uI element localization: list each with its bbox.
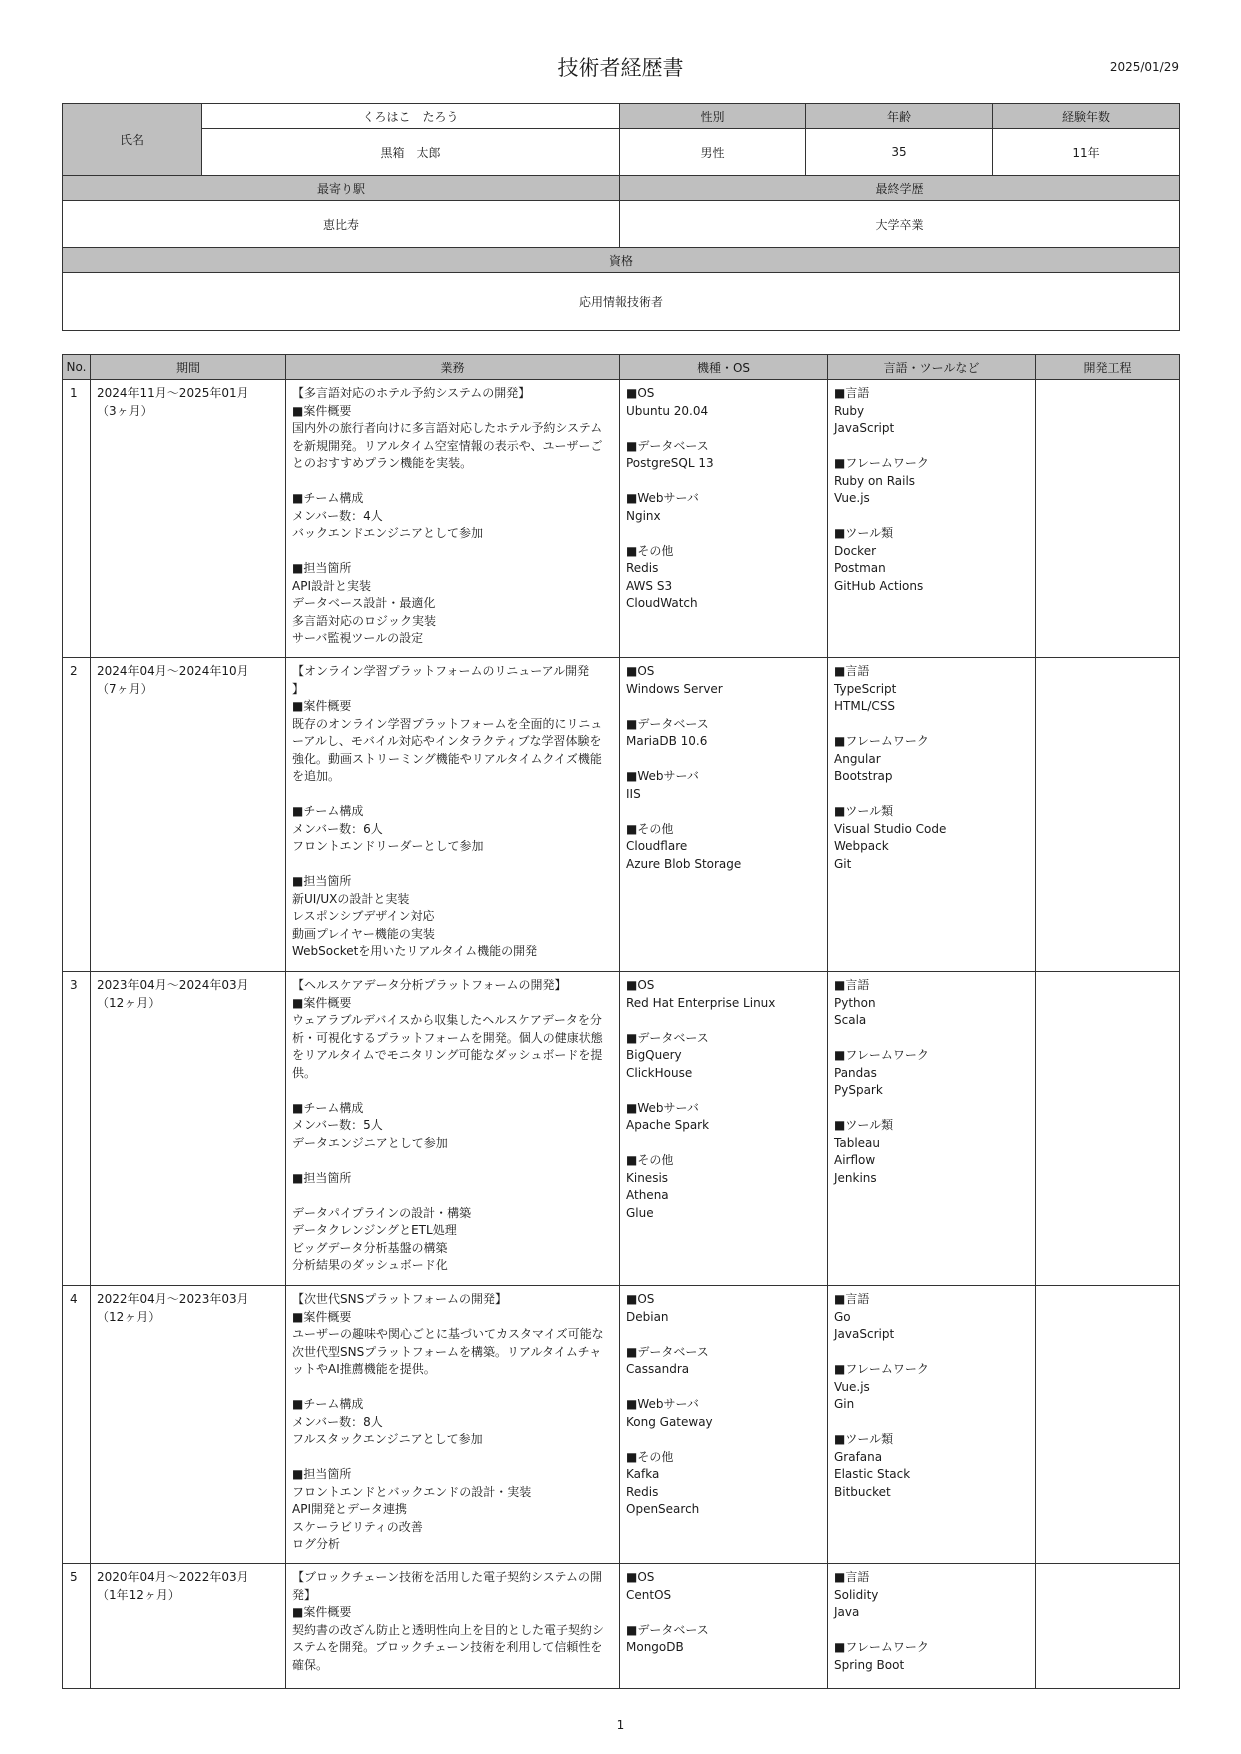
page-number: 1 xyxy=(616,1718,625,1732)
education-label: 最終学歴 xyxy=(620,176,1180,201)
career-row xyxy=(63,658,1180,972)
name-value: 黒箱 太郎 xyxy=(202,129,620,176)
row-work: 【ヘルスケアデータ分析プラットフォームの開発】 ■案件概要 ウェアラブルデバイスから収集したヘルスケアデータを分析・可視化するプラットフォームを開発。個人の健康状態をリアルタイムでモニタリング可能なダッシュボードを提供。 ■チーム構成 メンバー数：5人 データエンジニアとして参加 ■担当箇所 データパイプラインの設計・構築 データクレンジングとETL処理 ビッグデータ分析基盤の構築 分析結果のダッシュボード化 xyxy=(286,972,620,1286)
row-work: 【多言語対応のホテル予約システムの開発】 ■案件概要 国内外の旅行者向けに多言語対応したホテル予約システムを新規開発。リアルタイム空室情報の表示や、ユーザーごとのおすすめプラン機能を実装。 ■チーム構成 メンバー数：4人 バックエンドエンジニアとして参加 ■担当箇所 API設計と実装 データベース設計・最適化 多言語対応のロジック実装 サーバ監視ツールの設定 xyxy=(286,380,620,658)
row-os: ■OS Ubuntu 20.04 ■データベース PostgreSQL 13 ■Webサーバ Nginx ■その他 Redis AWS S3 CloudWatch xyxy=(620,380,828,658)
row-no: 1 xyxy=(63,380,91,658)
age-value: 35 xyxy=(806,129,993,176)
col-phase-header: 開発工程 xyxy=(1036,355,1180,380)
row-lang: ■言語 TypeScript HTML/CSS ■フレームワーク Angular Bootstrap ■ツール類 Visual Studio Code Webpack Git xyxy=(828,658,1036,972)
document-date: 2025/01/29 xyxy=(1109,60,1179,74)
col-os-header: 機種・OS xyxy=(620,355,828,380)
station-value: 恵比寿 xyxy=(63,201,620,248)
col-period-header: 期間 xyxy=(91,355,286,380)
career-table xyxy=(62,354,1180,1689)
row-os: ■OS Windows Server ■データベース MariaDB 10.6 ■Webサーバ IIS ■その他 Cloudflare Azure Blob Storage xyxy=(620,658,828,972)
row-period: 2024年11月～2025年01月 （3ヶ月） xyxy=(91,380,286,658)
row-phase xyxy=(1036,658,1180,972)
row-lang: ■言語 Solidity Java ■フレームワーク Spring Boot xyxy=(828,1564,1036,1689)
row-phase xyxy=(1036,380,1180,658)
career-row xyxy=(63,1286,1180,1564)
row-lang: ■言語 Python Scala ■フレームワーク Pandas PySpark ■ツール類 Tableau Airflow Jenkins xyxy=(828,972,1036,1286)
row-period: 2023年04月～2024年03月 （12ヶ月） xyxy=(91,972,286,1286)
qualification-label: 資格 xyxy=(63,248,1180,273)
career-row xyxy=(63,1564,1180,1689)
station-label: 最寄り駅 xyxy=(63,176,620,201)
col-no-header: No. xyxy=(63,355,91,380)
row-work: 【ブロックチェーン技術を活用した電子契約システムの開発】 ■案件概要 契約書の改ざん防止と透明性向上を目的とした電子契約システムを開発。ブロックチェーン技術を利用して信頼性を確保。 xyxy=(286,1564,620,1689)
qualification-value: 応用情報技術者 xyxy=(63,273,1180,331)
document-title: 技術者経歴書 xyxy=(557,56,684,80)
profile-table xyxy=(62,103,1180,331)
row-no: 5 xyxy=(63,1564,91,1689)
row-phase xyxy=(1036,972,1180,1286)
career-row xyxy=(63,380,1180,658)
row-period: 2020年04月～2022年03月 （1年12ヶ月） xyxy=(91,1564,286,1689)
gender-label: 性別 xyxy=(620,104,806,129)
row-os: ■OS Debian ■データベース Cassandra ■Webサーバ Kong Gateway ■その他 Kafka Redis OpenSearch xyxy=(620,1286,828,1564)
row-no: 4 xyxy=(63,1286,91,1564)
col-lang-header: 言語・ツールなど xyxy=(828,355,1036,380)
row-period: 2024年04月～2024年10月 （7ヶ月） xyxy=(91,658,286,972)
row-phase xyxy=(1036,1286,1180,1564)
row-no: 3 xyxy=(63,972,91,1286)
row-os: ■OS Red Hat Enterprise Linux ■データベース BigQuery ClickHouse ■Webサーバ Apache Spark ■その他 Kinesis Athena Glue xyxy=(620,972,828,1286)
name-label: 氏名 xyxy=(63,104,202,176)
row-lang: ■言語 Ruby JavaScript ■フレームワーク Ruby on Rails Vue.js ■ツール類 Docker Postman GitHub Actions xyxy=(828,380,1036,658)
row-period: 2022年04月～2023年03月 （12ヶ月） xyxy=(91,1286,286,1564)
row-work: 【オンライン学習プラットフォームのリニューアル開発 】 ■案件概要 既存のオンライン学習プラットフォームを全面的にリニューアルし、モバイル対応やインタラクティブな学習体験を強化。動画ストリーミング機能やリアルタイムクイズ機能を追加。 ■チーム構成 メンバー数：6人 フロントエンドリーダーとして参加 ■担当箇所 新UI/UXの設計と実装 レスポンシブデザイン対応 動画プレイヤー機能の実装 WebSocketを用いたリアルタイム機能の開発 xyxy=(286,658,620,972)
name-kana: くろはこ たろう xyxy=(202,104,620,129)
experience-label: 経験年数 xyxy=(993,104,1180,129)
row-os: ■OS CentOS ■データベース MongoDB xyxy=(620,1564,828,1689)
row-lang: ■言語 Go JavaScript ■フレームワーク Vue.js Gin ■ツール類 Grafana Elastic Stack Bitbucket xyxy=(828,1286,1036,1564)
age-label: 年齢 xyxy=(806,104,993,129)
row-no: 2 xyxy=(63,658,91,972)
gender-value: 男性 xyxy=(620,129,806,176)
experience-value: 11年 xyxy=(993,129,1180,176)
row-work: 【次世代SNSプラットフォームの開発】 ■案件概要 ユーザーの趣味や関心ごとに基づいてカスタマイズ可能な次世代型SNSプラットフォームを構築。リアルタイムチャットやAI推薦機能を提供。 ■チーム構成 メンバー数：8人 フルスタックエンジニアとして参加 ■担当箇所 フロントエンドとバックエンドの設計・実装 API開発とデータ連携 スケーラビリティの改善 ログ分析 xyxy=(286,1286,620,1564)
row-phase xyxy=(1036,1564,1180,1689)
education-value: 大学卒業 xyxy=(620,201,1180,248)
career-row xyxy=(63,972,1180,1286)
col-work-header: 業務 xyxy=(286,355,620,380)
